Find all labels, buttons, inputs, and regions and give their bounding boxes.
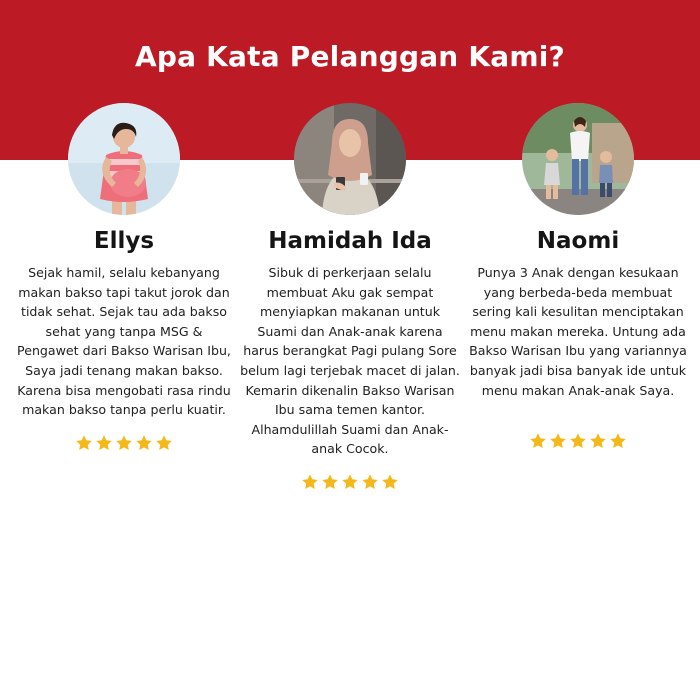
review-text: Sibuk di perkerjaan selalu membuat Aku gak sempat menyiapkan makanan untuk Suami dan Anak-anak karena harus berangkat Pagi pulang Sore belum lagi terjebak macet di jalan. Kemarin dikenalin Bakso Warisan Ibu sama temen kantor. Alhamdulillah Suami dan Anak-anak Cocok. [240,265,460,457]
testimonial-card-hamidah-ida [236,103,464,491]
customer-name: Naomi [536,228,620,254]
star-icon [529,432,547,450]
testimonial-card-ellys [10,103,238,452]
star-icon [301,473,319,491]
star-rating [529,432,627,450]
star-icon [155,434,173,452]
review-text: Sejak hamil, selalu kebanyang makan bakso tapi takut jorok dan tidak sehat. Sejak tau ada bakso sehat yang tanpa MSG & Pengawet dari Bakso Warisan Ibu, Saya jadi tenang makan bakso. Karena bisa mengobati rasa rindu makan bakso tanpa perlu kuatir. [17,265,231,418]
star-icon [381,473,399,491]
page-title: Apa Kata Pelanggan Kami? [135,40,565,73]
star-icon [321,473,339,491]
star-icon [115,434,133,452]
avatar [68,103,180,215]
customer-name: Hamidah Ida [268,228,432,254]
star-rating [75,434,173,452]
avatar [522,103,634,215]
star-icon [569,432,587,450]
avatar [294,103,406,215]
star-icon [75,434,93,452]
mother-with-children-photo-icon [522,103,634,215]
star-icon [549,432,567,450]
star-rating [301,473,399,491]
star-icon [361,473,379,491]
customer-name: Ellys [93,228,155,254]
star-icon [589,432,607,450]
star-icon [95,434,113,452]
star-icon [135,434,153,452]
testimonial-card-naomi [464,103,692,450]
hijab-woman-photo-icon [294,103,406,215]
star-icon [341,473,359,491]
pregnant-woman-photo-icon [68,103,180,215]
review-text: Punya 3 Anak dengan kesukaan yang berbeda-beda membuat sering kali kesulitan menciptakan menu makan mereka. Untung ada Bakso Warisan Ibu yang variannya banyak jadi bisa banyak ide untuk menu makan Anak-anak Saya. [469,265,687,398]
star-icon [609,432,627,450]
